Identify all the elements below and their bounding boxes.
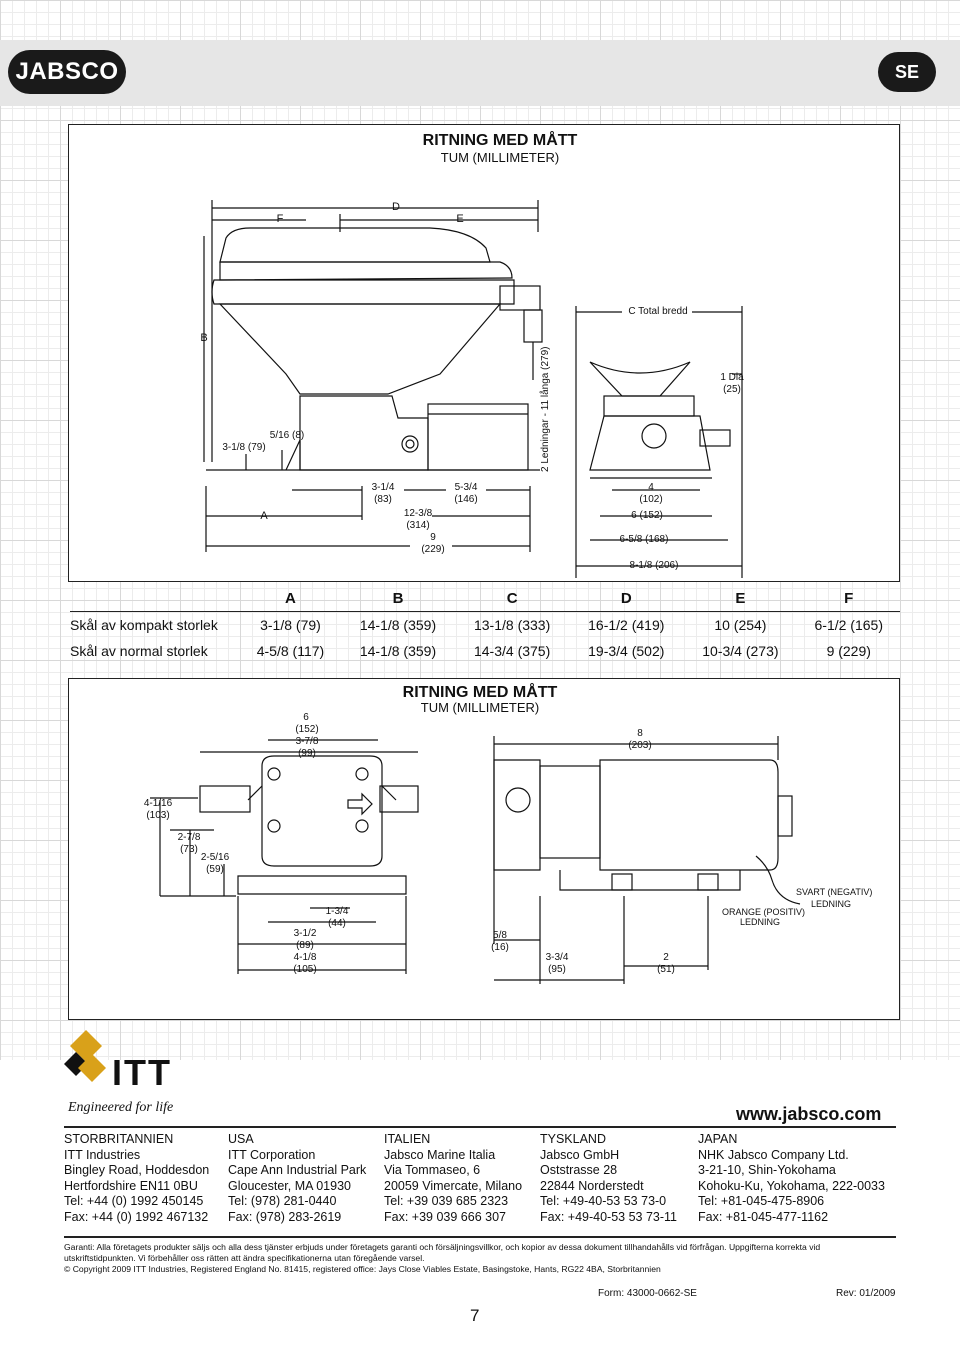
office-germany	[540, 1132, 677, 1226]
dim-3-1-4-mm-label: (83)	[374, 494, 392, 505]
office-line: 3-21-10, Shin-Yokohama	[698, 1163, 836, 1178]
dim-2-5-16-label: 2-5/16	[200, 852, 230, 863]
dim-12-3-8-label: 12-3/8	[403, 508, 433, 519]
dim-E-label: E	[456, 213, 464, 225]
table-header-row	[70, 586, 900, 612]
column-header-C: C	[506, 590, 518, 607]
dim-5-8-mm-label: (16)	[491, 942, 509, 953]
dim-2-7-8-mm-label: (73)	[180, 844, 198, 855]
dim-3-3-4-mm-label: (95)	[548, 964, 566, 975]
office-line: Fax: +81-045-477-1162	[698, 1209, 829, 1224]
copyright-text: © Copyright 2009 ITT Industries, Registered England No. 81415, registered office: Jays Close Viables Estate, Basingstoke, Hants, RG22 4BA, Storbritannien	[64, 1264, 661, 1274]
column-header-D: D	[620, 590, 632, 607]
dim-D-label: D	[392, 201, 400, 213]
dim-2-label: 2	[663, 952, 669, 963]
black-wire-label-2: LEDNING	[810, 899, 851, 909]
office-line: Kohoku-Ku, Yokohama, 222-0033	[698, 1178, 885, 1193]
row-label: Skål av normal storlek	[70, 643, 208, 659]
table-cell: 19-3/4 (502)	[588, 643, 665, 659]
dim-5-8-label: 5/8	[493, 930, 507, 941]
column-header-A: A	[285, 590, 296, 607]
office-line: Bingley Road, Hoddesdon	[64, 1163, 210, 1178]
dim-6-label: 6 (152)	[631, 510, 663, 521]
dim-3-1-8-label: 3-1/8 (79)	[222, 442, 266, 453]
dim-6-label-2: 6	[303, 712, 309, 723]
office-line: Fax: (978) 283-2619	[228, 1209, 342, 1224]
dim-2-mm-label: (51)	[657, 964, 675, 975]
dia-label: 1 Dia	[720, 372, 744, 383]
black-wire-label: SVART (NEGATIV)	[796, 887, 873, 897]
office-japan	[698, 1132, 885, 1226]
dim-6-5-8-label: 6-5/8 (168)	[619, 534, 669, 545]
office-line: 22844 Norderstedt	[540, 1178, 644, 1193]
dim-12-3-8-mm-label: (314)	[406, 520, 430, 531]
table-cell: 6-1/2 (165)	[814, 617, 883, 633]
dim-4-1-8-mm-label: (105)	[293, 964, 317, 975]
office-line: 20059 Vimercate, Milano	[384, 1178, 523, 1193]
office-line: Gloucester, MA 01930	[228, 1178, 351, 1193]
table-row	[70, 612, 900, 639]
dim-4-1-16-mm-label: (103)	[146, 810, 170, 821]
dim-8-mm-label: (203)	[628, 740, 652, 751]
orange-wire-label: ORANGE (POSITIV)	[722, 907, 806, 917]
dim-9-label: 9	[430, 532, 436, 543]
office-line: Fax: +44 (0) 1992 467132	[64, 1209, 209, 1224]
office-line: ITT Corporation	[228, 1147, 316, 1162]
revision: Rev: 01/2009	[836, 1288, 896, 1299]
dim-1-3-4-mm-label: (44)	[328, 918, 346, 929]
office-line: Tel: +39 039 685 2323	[384, 1194, 509, 1209]
table-row	[70, 638, 900, 664]
drawing2-title: RITNING MED MÅTT	[402, 684, 558, 701]
table-cell: 16-1/2 (419)	[588, 617, 665, 633]
dim-4-1-16-label: 4-1/16	[143, 798, 173, 809]
office-country: ITALIEN	[384, 1132, 431, 1146]
office-country: USA	[228, 1132, 254, 1146]
table-corner	[70, 586, 240, 612]
table-cell: 3-1/8 (79)	[260, 617, 321, 633]
office-line: ITT Industries	[64, 1147, 141, 1162]
drawing2-subtitle: TUM (MILLIMETER)	[420, 700, 540, 715]
table-cell: 13-1/8 (333)	[473, 617, 551, 633]
company-tagline: Engineered for life	[68, 1100, 174, 1115]
dia-mm-label: (25)	[723, 384, 741, 395]
warranty-text: Garanti: Alla företagets produkter säljs och alla dess tjänster erbjuds under företagets garanti och försäljningsvillkor, och kopior av dessa dokument tillhandahålls vid förfrågan. Uppgifterna korrekta vid utskriftstidpunkten. Vi förbehåller oss rätten att ändra specifikationerna utan föregående varsel.	[64, 1242, 821, 1263]
dim-F-label: F	[276, 213, 284, 225]
dim-5-3-4-label: 5-3/4	[454, 482, 478, 493]
page-number: 7	[470, 1306, 480, 1325]
office-line: Fax: +49-40-53 53 73-11	[540, 1209, 678, 1224]
dim-3-1-2-label: 3-1/2	[293, 928, 317, 939]
dim-4-mm-label: (102)	[639, 494, 663, 505]
dim-8-1-8-label: 8-1/8 (206)	[629, 560, 679, 571]
header-band	[0, 40, 960, 106]
fineprint-divider	[64, 1236, 896, 1238]
dim-8-label: 8	[637, 728, 643, 739]
office-line: Tel: +44 (0) 1992 450145	[64, 1194, 204, 1209]
dim-A-label: A	[260, 510, 268, 522]
office-line: Tel: (978) 281-0440	[228, 1194, 337, 1209]
column-header-B: B	[392, 590, 404, 607]
dim-1-3-4-label: 1-3/4	[325, 906, 349, 917]
dim-9-mm-label: (229)	[421, 544, 445, 555]
dim-3-3-4-label: 3-3/4	[545, 952, 569, 963]
fine-print	[64, 1242, 894, 1275]
orange-wire-label-2: LEDNING	[739, 917, 780, 927]
drawing1-title: RITNING MED MÅTT	[422, 132, 578, 149]
wires-label: 2 Ledningar - 11 långa (279)	[540, 346, 551, 472]
dim-3-7-8-label: 3-7/8	[295, 736, 319, 747]
office-line: Via Tommaseo, 6	[384, 1163, 481, 1178]
office-uk	[64, 1132, 209, 1226]
dim-3-1-4-label: 3-1/4	[371, 482, 395, 493]
table-cell: 14-3/4 (375)	[473, 643, 551, 659]
dim-6-mm-label-2: (152)	[295, 724, 319, 735]
dim-5-3-4-mm-label: (146)	[454, 494, 478, 505]
table-cell: 10 (254)	[714, 617, 767, 633]
c-total-label: C Total bredd	[628, 306, 688, 317]
table-cell: 9 (229)	[826, 643, 871, 659]
table-cell: 10-3/4 (273)	[702, 643, 779, 659]
office-line: NHK Jabsco Company Ltd.	[698, 1147, 849, 1162]
column-header-E: E	[735, 590, 746, 607]
itt-logo-text: ITT	[112, 1052, 172, 1093]
form-number: Form: 43000-0662-SE	[598, 1288, 697, 1299]
office-usa	[228, 1132, 366, 1226]
table-cell: 14-1/8 (359)	[359, 643, 437, 659]
drawing1-subtitle: TUM (MILLIMETER)	[440, 150, 560, 165]
dim-2-5-16-mm-label: (59)	[206, 864, 224, 875]
office-line: Oststrasse 28	[540, 1163, 618, 1178]
itt-logo-mark	[62, 1030, 110, 1094]
dim-2-7-8-label: 2-7/8	[177, 832, 201, 843]
office-country: JAPAN	[698, 1132, 738, 1146]
footer-divider	[64, 1126, 896, 1128]
website-link[interactable]: www.jabsco.com	[736, 1104, 882, 1124]
office-line: Jabsco Marine Italia	[384, 1147, 496, 1162]
office-line: Hertfordshire EN11 0BU	[64, 1178, 198, 1193]
office-line: Cape Ann Industrial Park	[228, 1163, 367, 1178]
office-italy	[384, 1132, 522, 1226]
dim-4-1-8-label: 4-1/8	[293, 952, 317, 963]
toilet-dimension-drawing	[68, 124, 898, 580]
jabsco-logo: JABSCO	[8, 50, 126, 94]
office-line: Tel: +81-045-475-8906	[698, 1194, 825, 1209]
dimension-table	[70, 586, 900, 664]
language-badge: SE	[878, 52, 936, 92]
dim-3-1-2-mm-label: (89)	[296, 940, 314, 951]
column-header-F: F	[844, 590, 854, 607]
dim-3-7-8-mm-label: (99)	[298, 748, 316, 759]
table-cell: 4-5/8 (117)	[256, 643, 325, 659]
office-country: STORBRITANNIEN	[64, 1132, 174, 1146]
office-line: Fax: +39 039 666 307	[384, 1209, 506, 1224]
dim-4-label: 4	[648, 482, 654, 493]
dim-B-label: B	[200, 332, 208, 344]
office-line: Tel: +49-40-53 53 73-0	[540, 1194, 667, 1209]
row-label: Skål av kompakt storlek	[70, 617, 218, 633]
dim-5-16-label: 5/16 (8)	[269, 430, 305, 441]
office-line: Jabsco GmbH	[540, 1147, 620, 1162]
table-cell: 14-1/8 (359)	[359, 617, 437, 633]
office-country: TYSKLAND	[540, 1132, 606, 1146]
